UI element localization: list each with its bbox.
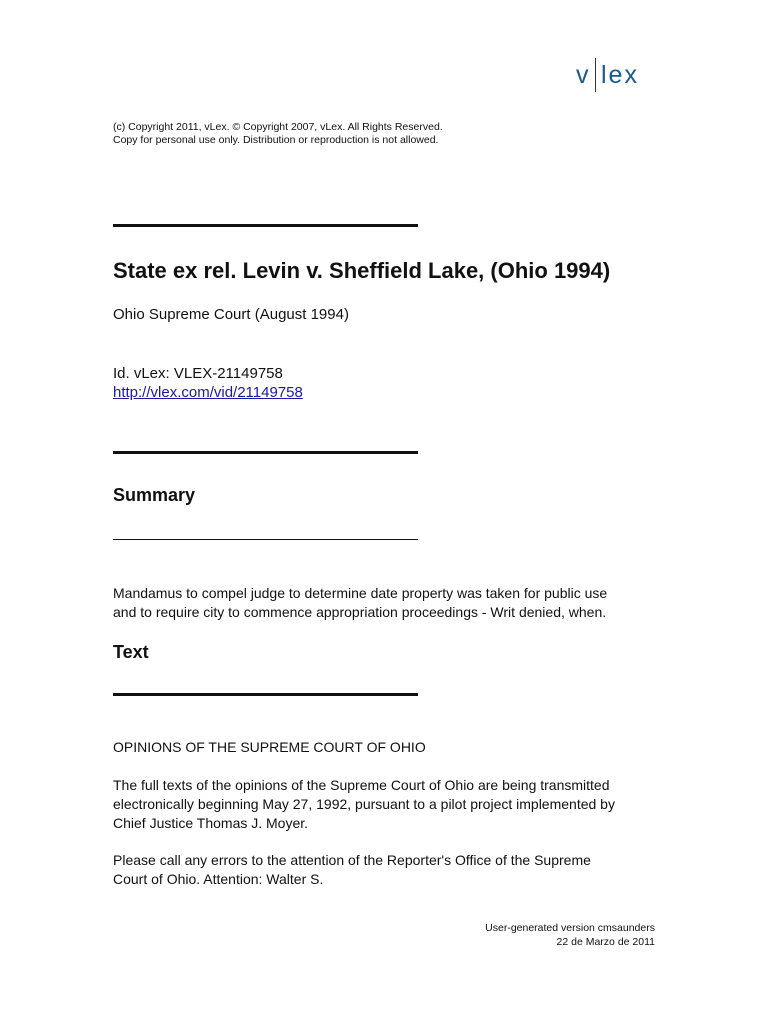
logo-divider [595,58,597,92]
summary-line-2: and to require city to commence appropriation proceedings - Writ denied, when. [113,604,607,620]
summary-line-1: Mandamus to compel judge to determine date property was taken for public use [113,585,608,601]
logo-v-text: v [576,61,591,89]
opinions-heading [113,738,673,757]
court-and-date: Ohio Supreme Court (August 1994) [113,306,349,323]
paragraph-1-line-3: Chief Justice Thomas J. Moyer. [113,815,309,831]
summary-heading: Summary [113,485,196,505]
copyright-line-1: (c) Copyright 2011, vLex. © Copyright 2007, vLex. All Rights Reserved. [113,121,443,133]
footer [485,921,655,949]
opinions-heading-text: OPINIONS OF THE SUPREME COURT OF OHIO [113,739,426,755]
summary-underline [113,539,418,540]
divider-rule-text [113,693,418,696]
paragraph-2 [113,851,673,889]
document-link[interactable]: http://vlex.com/vid/21149758 [113,384,303,401]
divider-rule-top [113,224,418,227]
divider-rule-middle [113,451,418,454]
document-title: State ex rel. Levin v. Sheffield Lake, (Ohio 1994) [113,258,611,283]
paragraph-2-line-1: Please call any errors to the attention of the Reporter's Office of the Supreme [113,852,591,868]
paragraph-1 [113,776,673,833]
paragraph-1-line-1: The full texts of the opinions of the Supreme Court of Ohio are being transmitted [113,777,610,793]
logo-lex-text: lex [601,61,639,89]
text-heading: Text [113,642,149,662]
summary-text [113,584,673,622]
copyright-notice [113,121,443,147]
copyright-line-2: Copy for personal use only. Distribution or reproduction is not allowed. [113,134,439,146]
footer-date: 22 de Marzo de 2011 [556,936,655,948]
vlex-id: Id. vLex: VLEX-21149758 [113,365,283,382]
footer-user-version: User-generated version cmsaunders [485,922,655,934]
vlex-logo [576,58,639,92]
paragraph-1-line-2: electronically beginning May 27, 1992, pursuant to a pilot project implemented by [113,796,615,812]
paragraph-2-line-2: Court of Ohio. Attention: Walter S. [113,871,324,887]
